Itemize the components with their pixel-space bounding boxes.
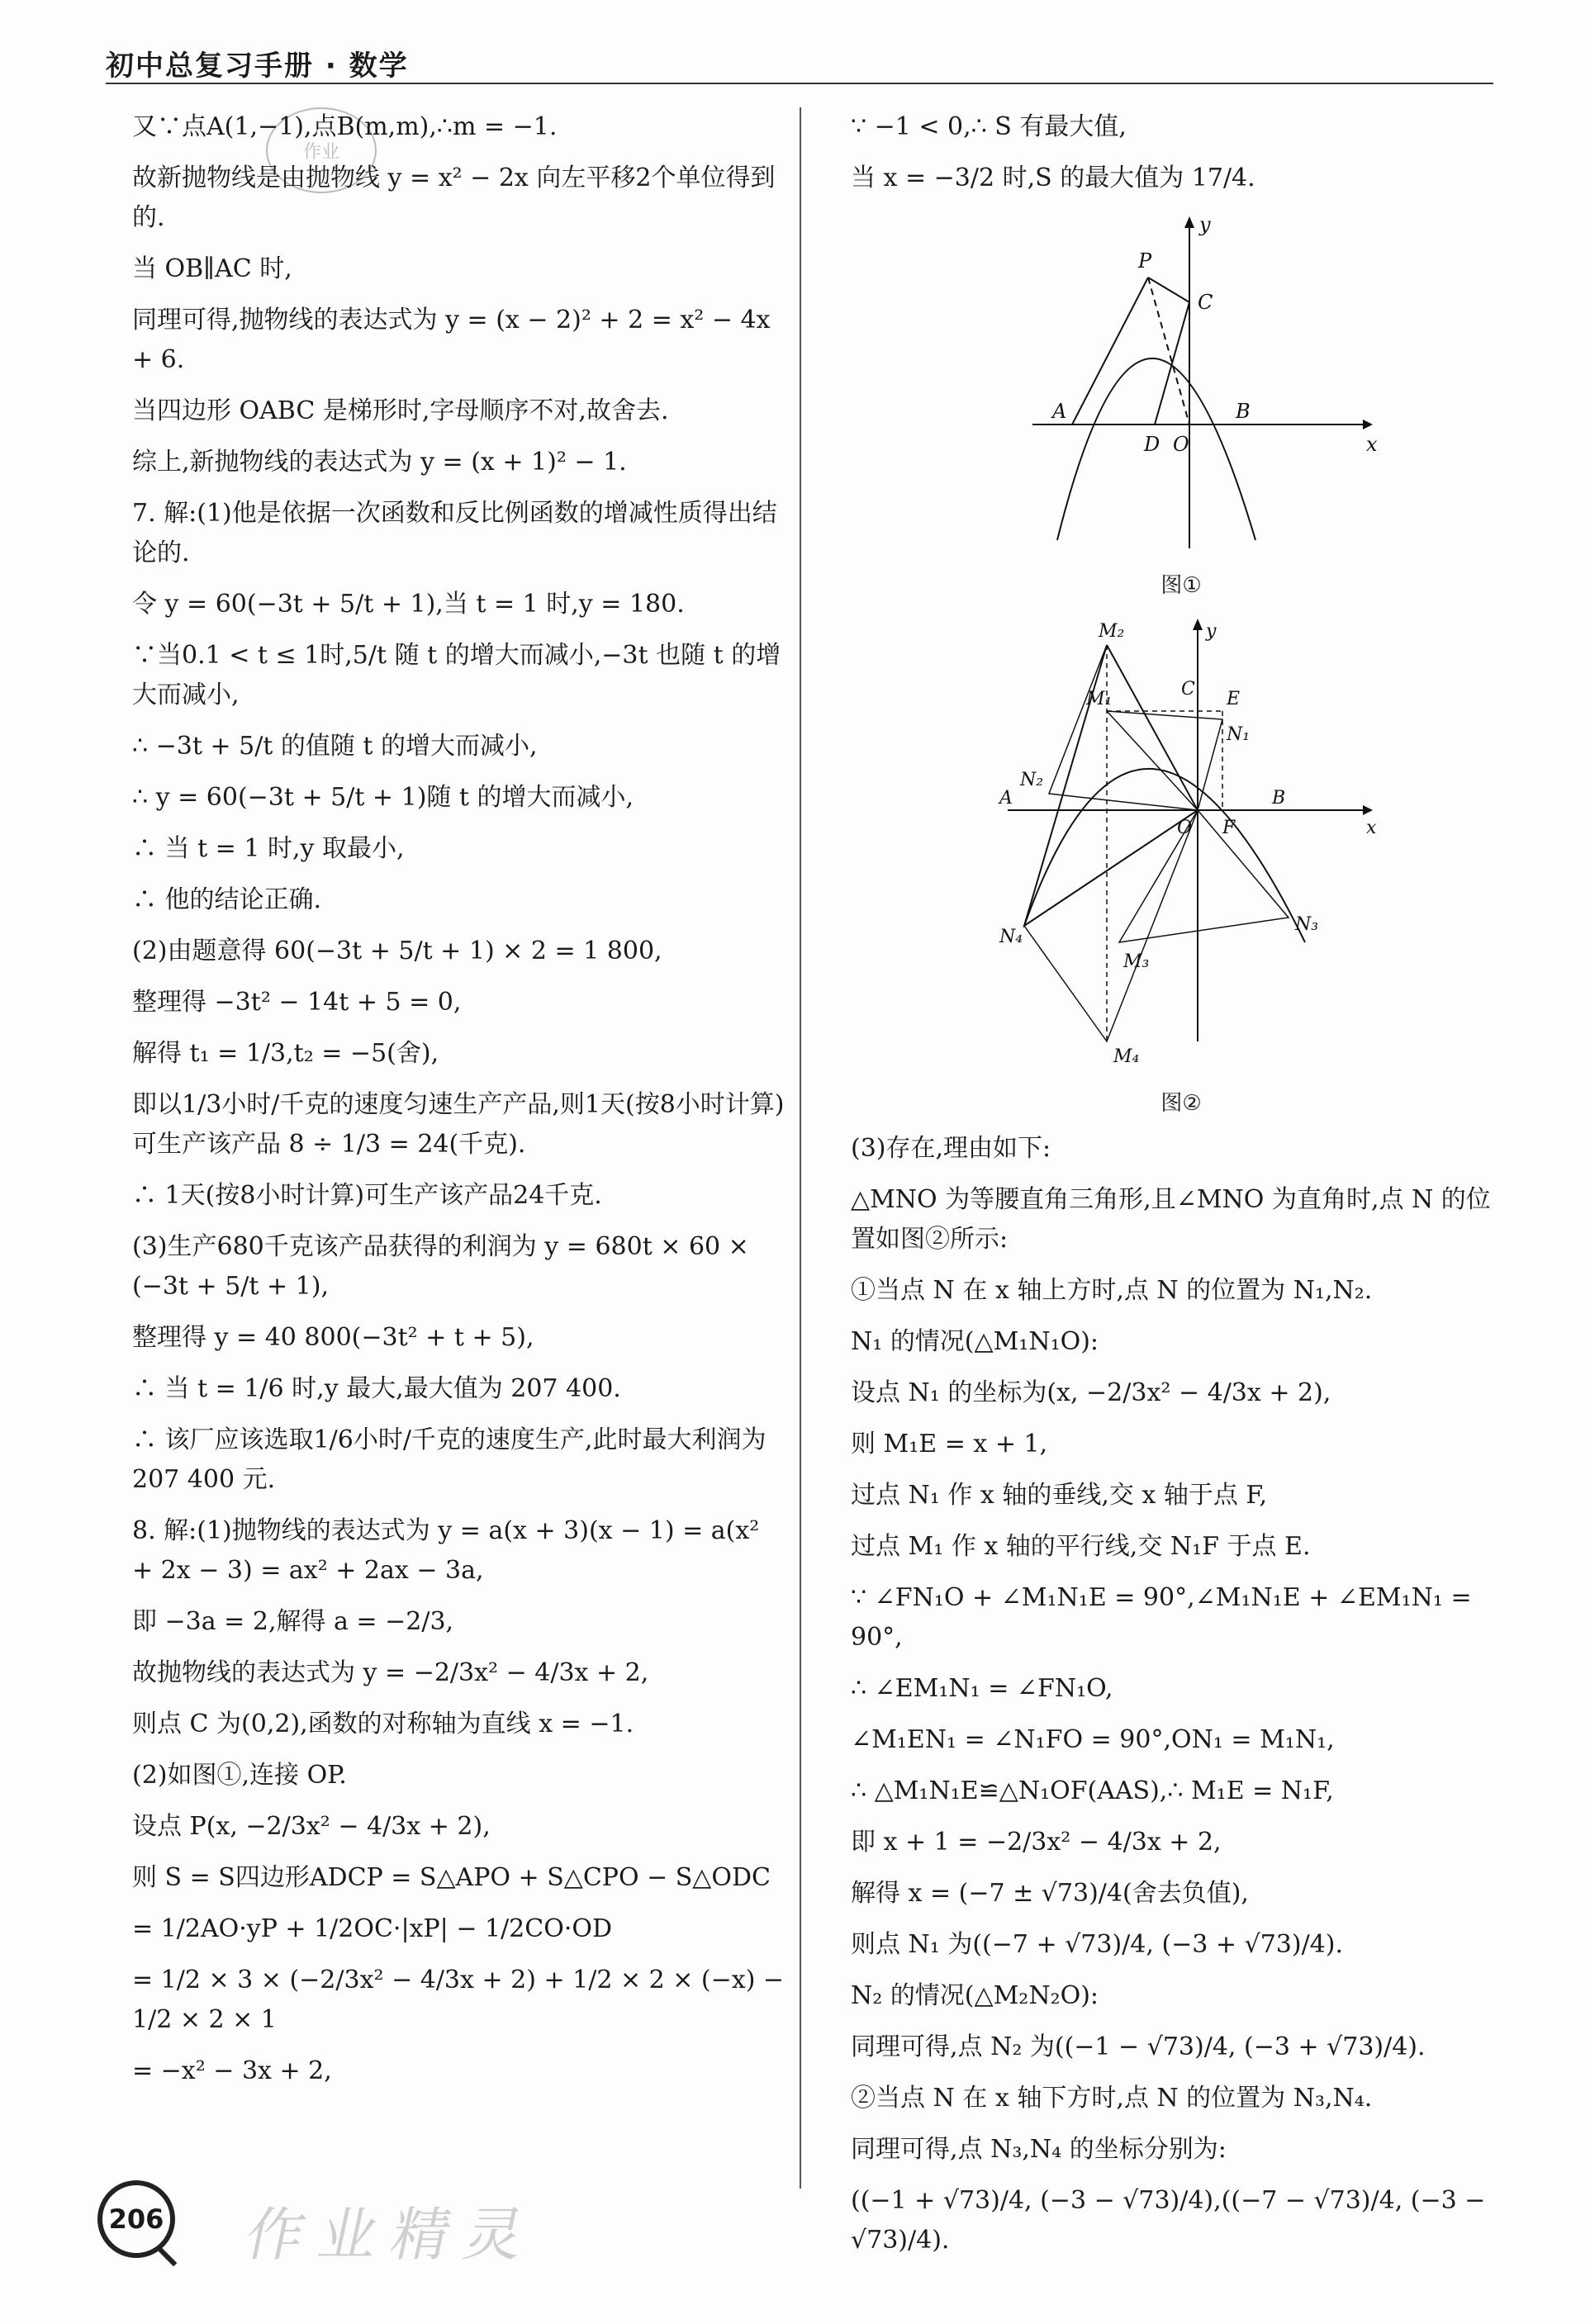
text-line: ∴ 当 t = 1/6 时,y 最大,最大值为 207 400. <box>132 1374 621 1403</box>
text-line: ∴ ∠EM₁N₁ = ∠FN₁O, <box>851 1674 1113 1704</box>
triangle-m1 <box>1107 711 1222 810</box>
text-line: = −x² − 3x + 2, <box>132 2056 332 2085</box>
parabola <box>1024 768 1305 941</box>
label-n2: N₂ <box>1020 769 1044 790</box>
figure-1-caption: 图① <box>1160 573 1202 598</box>
text-line: 则 S = S四边形ADCP = S△APO + S△CPO − S△ODC <box>132 1863 771 1892</box>
right-column <box>851 107 1495 2272</box>
label-c: C <box>1181 678 1195 700</box>
text-line: ((−1 + √73)/4, (−3 − √73)/4),((−7 − √73)/4, (−3 − √73)/4). <box>851 2186 1486 2255</box>
text-line: 过点 M₁ 作 x 轴的平行线,交 N₁F 于点 E. <box>851 1532 1311 1562</box>
text-line: 解得 t₁ = 1/3,t₂ = −5(舍), <box>132 1039 439 1068</box>
left-column <box>132 107 785 2103</box>
triangle-m3 <box>1119 810 1289 942</box>
label-x: x <box>1366 817 1377 838</box>
text-line: ∵ −1 < 0,∴ S 有最大值, <box>851 112 1127 141</box>
figure-1-diagram <box>975 210 1388 557</box>
label-m1: M₁ <box>1086 688 1113 709</box>
label-a: A <box>999 787 1013 809</box>
triangle-m4 <box>1024 810 1198 1041</box>
text-line: ∠M₁EN₁ = ∠N₁FO = 90°,ON₁ = M₁N₁, <box>851 1725 1335 1755</box>
label-n1: N₁ <box>1227 723 1251 745</box>
text-line: 过点 N₁ 作 x 轴的垂线,交 x 轴于点 F, <box>851 1481 1268 1511</box>
text-line: 则点 C 为(0,2),函数的对称轴为直线 x = −1. <box>132 1710 634 1738</box>
text-line: 又∵点A(1,−1),点B(m,m),∴m = −1. <box>132 112 558 141</box>
segment-po <box>1148 277 1189 424</box>
text-line: 解得 x = (−7 ± √73)/4(舍去负值), <box>851 1879 1249 1909</box>
text-line: 设点 N₁ 的坐标为(x, −2/3x² − 4/3x + 2), <box>851 1378 1331 1408</box>
label-y: y <box>1206 620 1217 642</box>
label-b: B <box>1236 400 1251 423</box>
label-b: B <box>1272 787 1286 809</box>
label-e: E <box>1227 688 1241 709</box>
text-line: 当 OB∥AC 时, <box>132 254 292 283</box>
text-line: 同理可得,点 N₂ 为((−1 − √73)/4, (−3 + √73)/4). <box>851 2032 1426 2062</box>
label-a: A <box>1052 400 1067 423</box>
text-line: 整理得 y = 40 800(−3t² + t + 5), <box>132 1323 534 1352</box>
text-line: 故新抛物线是由抛物线 y = x² − 2x 向左平移2个单位得到的. <box>132 164 776 232</box>
label-y: y <box>1199 213 1211 236</box>
text-line: ①当点 N 在 x 轴上方时,点 N 的位置为 N₁,N₂. <box>851 1276 1373 1306</box>
figure-1 <box>975 210 1495 604</box>
figure-2-diagram <box>975 612 1388 1074</box>
text-line: 综上,新抛物线的表达式为 y = (x + 1)² − 1. <box>132 448 627 477</box>
text-line: ∵ ∠FN₁O + ∠M₁N₁E = 90°,∠M₁N₁E + ∠EM₁N₁ = 90°, <box>851 1583 1472 1653</box>
text-line: ∴ 该厂应该选取1/6小时/千克的速度生产,此时最大利润为 207 400 元. <box>132 1425 767 1494</box>
text-line: 故抛物线的表达式为 y = −2/3x² − 4/3x + 2, <box>132 1658 649 1687</box>
segment-ap <box>1072 277 1148 424</box>
label-x: x <box>1366 433 1378 456</box>
text-line: (3)存在,理由如下: <box>851 1134 1051 1164</box>
text-line: ∴ 当 t = 1 时,y 取最小, <box>132 834 405 863</box>
text-line: (2)由题意得 60(−3t + 5/t + 1) × 2 = 1 800, <box>132 937 662 965</box>
label-o: O <box>1173 433 1189 456</box>
figure-2-caption: 图② <box>1160 1090 1202 1116</box>
header-rule <box>106 83 1493 84</box>
triangle-m2 <box>1024 645 1198 926</box>
text-line: 当四边形 OABC 是梯形时,字母顺序不对,故舍去. <box>132 396 669 425</box>
text-line: 整理得 −3t² − 14t + 5 = 0, <box>132 988 462 1017</box>
label-o: O <box>1177 817 1193 838</box>
segment-pc <box>1148 277 1189 302</box>
column-divider <box>800 107 801 2189</box>
text-line: = 1/2 × 3 × (−2/3x² − 4/3x + 2) + 1/2 × 2 × (−x) − 1/2 × 2 × 1 <box>132 1966 785 2034</box>
text-line: (2)如图①,连接 OP. <box>132 1761 347 1790</box>
text-line: ∴ 他的结论正确. <box>132 885 322 914</box>
text-line: ∴ y = 60(−3t + 5/t + 1)随 t 的增大而减小, <box>132 783 634 812</box>
text-line: ∴ △M₁N₁E≌△N₁OF(AAS),∴ M₁E = N₁F, <box>851 1776 1334 1806</box>
text-line: 设点 P(x, −2/3x² − 4/3x + 2), <box>132 1812 491 1841</box>
text-line: 即 −3a = 2,解得 a = −2/3, <box>132 1607 454 1636</box>
text-line: ∴ −3t + 5/t 的值随 t 的增大而减小, <box>132 732 538 761</box>
label-n3: N₃ <box>1295 913 1319 935</box>
stamp-seal: 作业 <box>266 107 377 193</box>
text-line: ②当点 N 在 x 轴下方时,点 N 的位置为 N₃,N₄. <box>851 2084 1373 2113</box>
label-m2: M₂ <box>1099 620 1125 642</box>
text-line: N₁ 的情况(△M₁N₁O): <box>851 1327 1099 1357</box>
label-f: F <box>1222 817 1236 838</box>
text-line: 令 y = 60(−3t + 5/t + 1),当 t = 1 时,y = 180. <box>132 590 685 619</box>
label-c: C <box>1198 291 1213 314</box>
text-line: △MNO 为等腰直角三角形,且∠MNO 为直角时,点 N 的位置如图②所示: <box>851 1185 1491 1254</box>
text-line: = 1/2AO·yP + 1/2OC·|xP| − 1/2CO·OD <box>132 1914 613 1943</box>
text-line: 7. 解:(1)他是依据一次函数和反比例函数的增减性质得出结论的. <box>132 499 777 567</box>
page-number-badge: 206 <box>97 2180 175 2258</box>
text-line: 即以1/3小时/千克的速度匀速生产产品,则1天(按8小时计算)可生产该产品 8 ÷ 1/3 = 24(千克). <box>132 1090 785 1159</box>
text-line: 同理可得,点 N₃,N₄ 的坐标分别为: <box>851 2135 1227 2165</box>
text-line: 则 M₁E = x + 1, <box>851 1430 1048 1459</box>
label-d: D <box>1144 433 1160 456</box>
text-line: 即 x + 1 = −2/3x² − 4/3x + 2, <box>851 1828 1222 1857</box>
text-line: 8. 解:(1)抛物线的表达式为 y = a(x + 3)(x − 1) = a(x² + 2x − 3) = ax² + 2ax − 3a, <box>132 1516 760 1585</box>
text-line: ∵当0.1 < t ≤ 1时,5/t 随 t 的增大而减小,−3t 也随 t 的增大而减小, <box>132 641 781 709</box>
text-line: (3)生产680千克该产品获得的利润为 y = 680t × 60 × (−3t + 5/t + 1), <box>132 1232 749 1301</box>
watermark: 作业精灵 <box>240 2201 545 2269</box>
page-header-title: 初中总复习手册 · 数学 <box>106 50 409 83</box>
text-line: 当 x = −3/2 时,S 的最大值为 17/4. <box>851 164 1255 192</box>
text-line: ∴ 1天(按8小时计算)可生产该产品24千克. <box>132 1181 602 1210</box>
text-line: 同理可得,抛物线的表达式为 y = (x − 2)² + 2 = x² − 4x + 6. <box>132 306 771 374</box>
label-m3: M₃ <box>1123 951 1150 972</box>
text-line: N₂ 的情况(△M₂N₂O): <box>851 1981 1099 2011</box>
figure-2 <box>975 612 1495 1122</box>
text-line: 则点 N₁ 为((−7 + √73)/4, (−3 + √73)/4). <box>851 1930 1344 1960</box>
label-m4: M₄ <box>1113 1046 1140 1067</box>
label-p: P <box>1138 249 1152 273</box>
label-n4: N₄ <box>999 926 1023 947</box>
